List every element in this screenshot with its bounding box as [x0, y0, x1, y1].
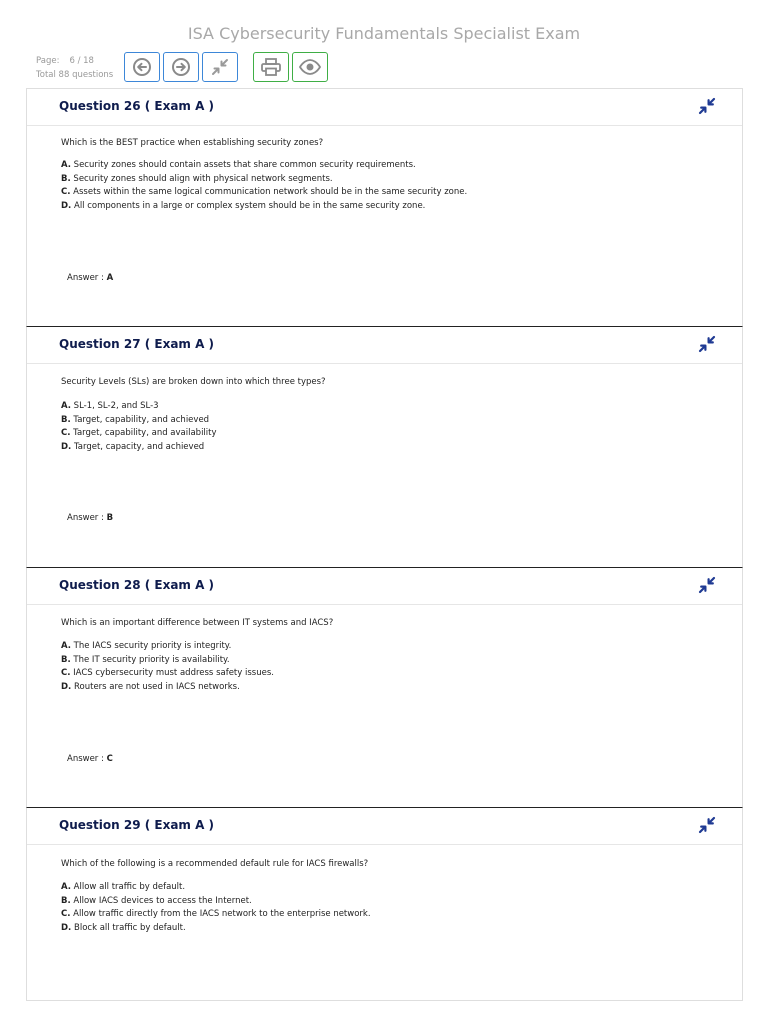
question-header — [27, 568, 742, 605]
show-answers-button[interactable] — [292, 52, 328, 82]
option-b: B. The IT security priority is availability. — [61, 654, 230, 665]
next-page-button[interactable] — [163, 52, 199, 82]
option-c: C. Allow traffic directly from the IACS network to the enterprise network. — [61, 909, 371, 920]
question-card — [26, 88, 743, 326]
option-c: C. Assets within the same logical communication network should be in the same security zone. — [61, 187, 468, 198]
question-title: Question 29 ( Exam A ) — [59, 818, 215, 832]
option-c: C. Target, capability, and availability — [61, 428, 217, 439]
eye-icon — [298, 58, 322, 76]
answer: Answer : A — [67, 273, 114, 283]
option-b: B. Security zones should align with physical network segments. — [61, 173, 333, 184]
option-b: B. Target, capability, and achieved — [61, 414, 210, 425]
question-title: Question 26 ( Exam A ) — [59, 99, 215, 113]
printer-icon — [260, 57, 282, 77]
arrow-left-circle-icon — [132, 57, 152, 77]
option-a: A. SL-1, SL-2, and SL-3 — [61, 401, 159, 411]
page-label: Page: — [36, 56, 60, 66]
options-list — [61, 159, 467, 213]
toolbar — [124, 52, 328, 82]
collapse-icon — [210, 57, 230, 77]
question-card — [26, 807, 743, 1001]
answer: Answer : B — [67, 513, 114, 523]
question-header — [27, 89, 742, 126]
option-d: D. Block all traffic by default. — [61, 922, 186, 933]
options-list — [61, 881, 371, 935]
question-header — [27, 808, 742, 845]
question-text: Which is the BEST practice when establishing security zones? — [61, 138, 324, 148]
question-text: Security Levels (SLs) are broken down into which three types? — [61, 377, 326, 387]
question-text: Which is an important difference between IT systems and IACS? — [61, 618, 334, 628]
question-title: Question 27 ( Exam A ) — [59, 337, 215, 351]
question-card — [26, 326, 743, 567]
collapse-icon[interactable] — [698, 97, 716, 115]
option-d: D. All components in a large or complex system should be in the same security zone. — [61, 200, 426, 211]
option-d: D. Target, capacity, and achieved — [61, 441, 205, 452]
question-header — [27, 327, 742, 364]
options-list — [61, 400, 217, 454]
option-c: C. IACS cybersecurity must address safety issues. — [61, 668, 274, 679]
option-d: D. Routers are not used in IACS networks. — [61, 681, 240, 692]
collapse-icon[interactable] — [698, 335, 716, 353]
prev-page-button[interactable] — [124, 52, 160, 82]
page-title: ISA Cybersecurity Fundamentals Specialist Exam — [187, 24, 581, 43]
print-button[interactable] — [253, 52, 289, 82]
options-list — [61, 640, 274, 694]
answer: Answer : C — [67, 754, 113, 764]
collapse-all-button[interactable] — [202, 52, 238, 82]
question-card — [26, 567, 743, 807]
collapse-icon[interactable] — [698, 576, 716, 594]
page-value: 6 / 18 — [69, 56, 94, 66]
page-meta — [36, 54, 113, 82]
option-a: A. The IACS security priority is integrity. — [61, 641, 232, 651]
total-questions: Total 88 questions — [36, 70, 114, 80]
question-text: Which of the following is a recommended default rule for IACS firewalls? — [61, 859, 369, 869]
option-b: B. Allow IACS devices to access the Internet. — [61, 895, 252, 906]
option-a: A. Security zones should contain assets that share common security requirements. — [61, 160, 416, 170]
question-title: Question 28 ( Exam A ) — [59, 578, 215, 592]
option-a: A. Allow all traffic by default. — [61, 882, 186, 892]
arrow-right-circle-icon — [171, 57, 191, 77]
collapse-icon[interactable] — [698, 816, 716, 834]
